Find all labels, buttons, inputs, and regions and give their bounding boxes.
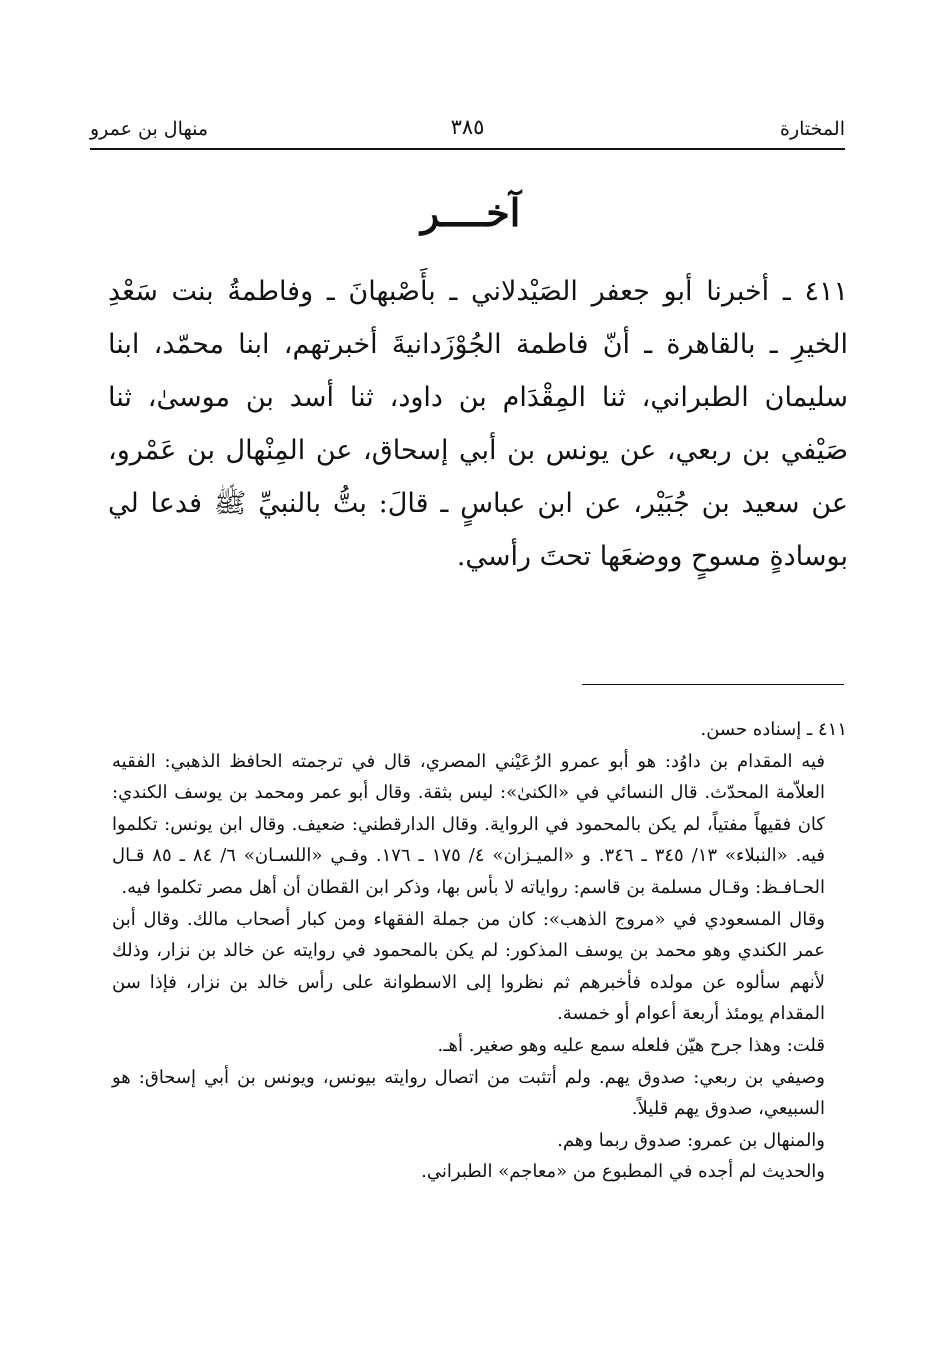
section-title: آخــــر [420, 190, 521, 235]
footnote-divider [582, 684, 844, 685]
header-book-title: المختارة [780, 118, 845, 140]
footnote-paragraph: قلت: وهذا جرح هيّن فلعله سمع عليه وهو صغير. أهـ. [437, 1034, 825, 1056]
footnote-paragraph: والحديث لم أجده في المطبوع من «معاجم» الطبراني. [421, 1161, 825, 1183]
footnote-paragraph: وصيفي بن ربعي: صدوق يهم. ولم أتثبت من اتصال روايته بيونس، ويونس بن أبي إسحاق: هو السبيعي، صدوق يهم قليلاً. [112, 1066, 825, 1120]
footnotes [112, 714, 847, 1188]
footnote-paragraph: والمنهال بن عمرو: صدوق ربما وهم. [557, 1129, 825, 1151]
footnote-paragraph: وقال المسعودي في «مروج الذهب»: كان من جملة الفقهاء ومن كبار أصحاب مالك. وقال أبن عمر الكندي وهو محمد بن يوسف المذكور: لم يكن بالمحمود في روايته عن خالد بن نزار، وذلك لأنهم سألوه عن مولده فأخبرهم ثم نظروا إلى الاسطوانة على رأس خالد بن نزار، فإذا سن المقدام يومئذ أربعة أعوام أو خمسة. [112, 908, 825, 1025]
page-number: ٣٨٥ [450, 115, 485, 139]
hadith-text [108, 265, 848, 583]
header-divider [90, 148, 845, 150]
hadith-paragraph: ٤١١ ـ أخبرنا أبو جعفر الصَيْدلاني ـ بأَصْبهانَ ـ وفاطمةُ بنت سَعْدِ الخيرِ ـ بالقاهرة ـ أنّ فاطمة الجُوْزَدانيةَ أخبرتهم، ابنا محمّد، ابنا سليمان الطبراني، ثنا المِقْدَام بن داود، ثنا أسد بن موسىٰ، ثنا صَيْفي بن ربعي، عن يونس بن أبي إسحاق، عن المِنْهال بن عَمْرو، عن سعيد بن جُبَيْر، عن ابن عباسٍ ـ قالَ: بتُّ بالنبيِّ ﷺ فدعا لي بوسادةٍ مسوحٍ ووضعَها تحتَ رأسي. [108, 276, 848, 572]
header-chapter-title: منهال بن عمرو [90, 118, 209, 140]
footnote-heading: ٤١١ ـ إسناده حسن. [700, 719, 847, 740]
running-header [90, 112, 845, 148]
footnote-paragraph: فيه المقدام بن داوُد: هو أبو عمرو الرُعَيْني المصري، قال في ترجمته الحافظ الذهبي: الفقيه العلاّمة المحدّث. قال النسائي في «الكنىٰ»: ليس بثقة. وقال أبو عمر ومحمد بن يوسف الكندي: كان فقيهاً مفتياً، لم يكن بالمحمود في الرواية. وقال الدارقطني: ضعيف. وقال ابن يونس: تكلموا فيه. «النبلاء» ١٣/ ٣٤٥ ـ ٣٤٦. و «الميـزان» ٤/ ١٧٥ ـ ١٧٦. وفـي «اللسـان» ٦/ ٨٤ ـ ٨٥ قـال الحـافـظ: وقـال مسلمة بن قاسم: رواياته لا بأس بها، وذكر ابن القطان أن أهل مصر تكلموا فيه. [112, 750, 825, 898]
